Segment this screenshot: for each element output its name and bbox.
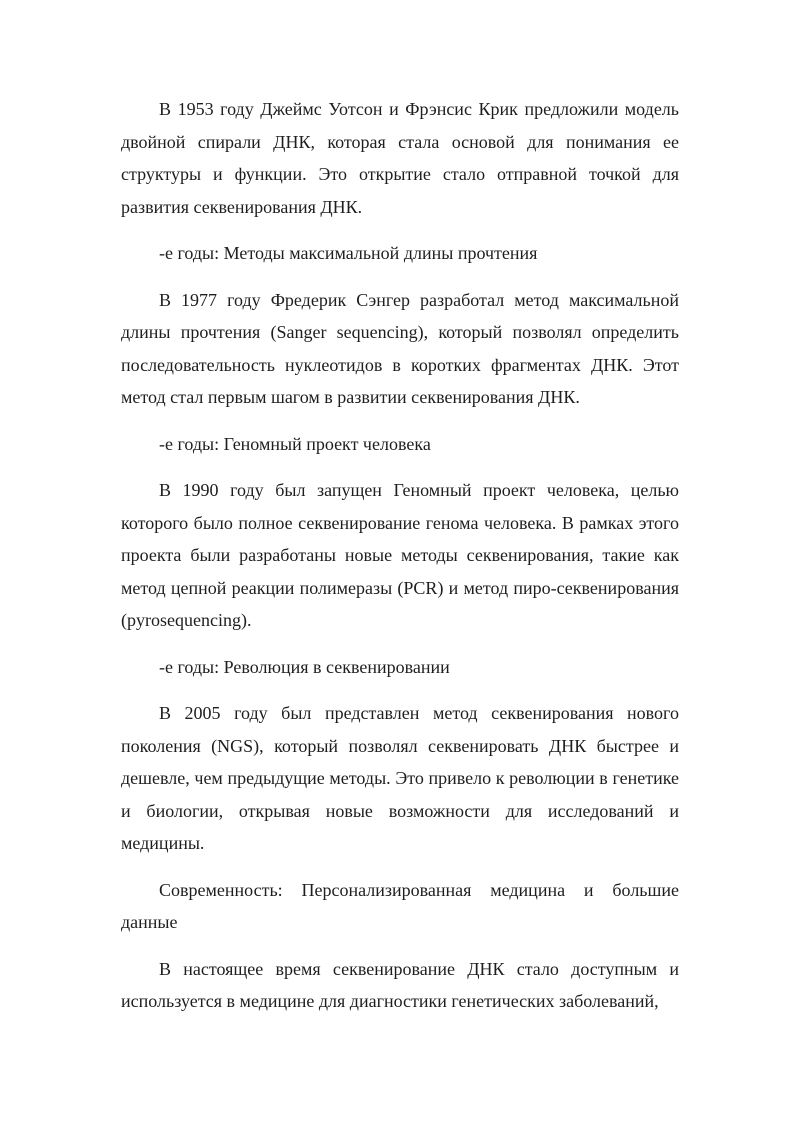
paragraph-1977: В 1977 году Фредерик Сэнгер разработал метод максимальной длины прочтения (Sanger sequencing), который позволял определить последовательность нуклеотидов в коротких фрагментах ДНК. Этот метод стал первым шагом в развитии секвенирования ДНК. — [121, 289, 679, 407]
paragraph-present: В настоящее время секвенирование ДНК стало доступным и используется в медицине для диагностики генетических заболеваний, — [121, 958, 679, 1011]
paragraph-1990: В 1990 году был запущен Геномный проект человека, целью которого было полное секвенирование генома человека. В рамках этого проекта были разработаны новые методы секвенирования, такие как метод цепной реакции полимеразы (PCR) и метод пиро-секвенирования (pyrosequencing). — [121, 480, 679, 630]
document-body — [121, 93, 679, 1018]
heading-genome-project: -е годы: Геномный проект человека — [159, 433, 431, 454]
paragraph-1953: В 1953 году Джеймс Уотсон и Фрэнсис Крик предложили модель двойной спирали ДНК, которая стала основой для понимания ее структуры и функции. Это открытие стало отправной точкой для развития секвенирования ДНК. — [121, 99, 679, 217]
paragraph-modern-heading: Современность: Персонализированная медицина и большие данные — [121, 879, 679, 932]
heading-sanger-era: -е годы: Методы максимальной длины прочтения — [159, 243, 538, 263]
heading-revolution: -е годы: Революция в секвенировании — [159, 656, 450, 677]
paragraph-2005: В 2005 году был представлен метод секвенирования нового поколения (NGS), который позволял секвенировать ДНК быстрее и дешевле, чем предыдущие методы. Это привело к революции в генетике и биологии, открывая новые возможности для исследований и медицины. — [121, 703, 679, 853]
